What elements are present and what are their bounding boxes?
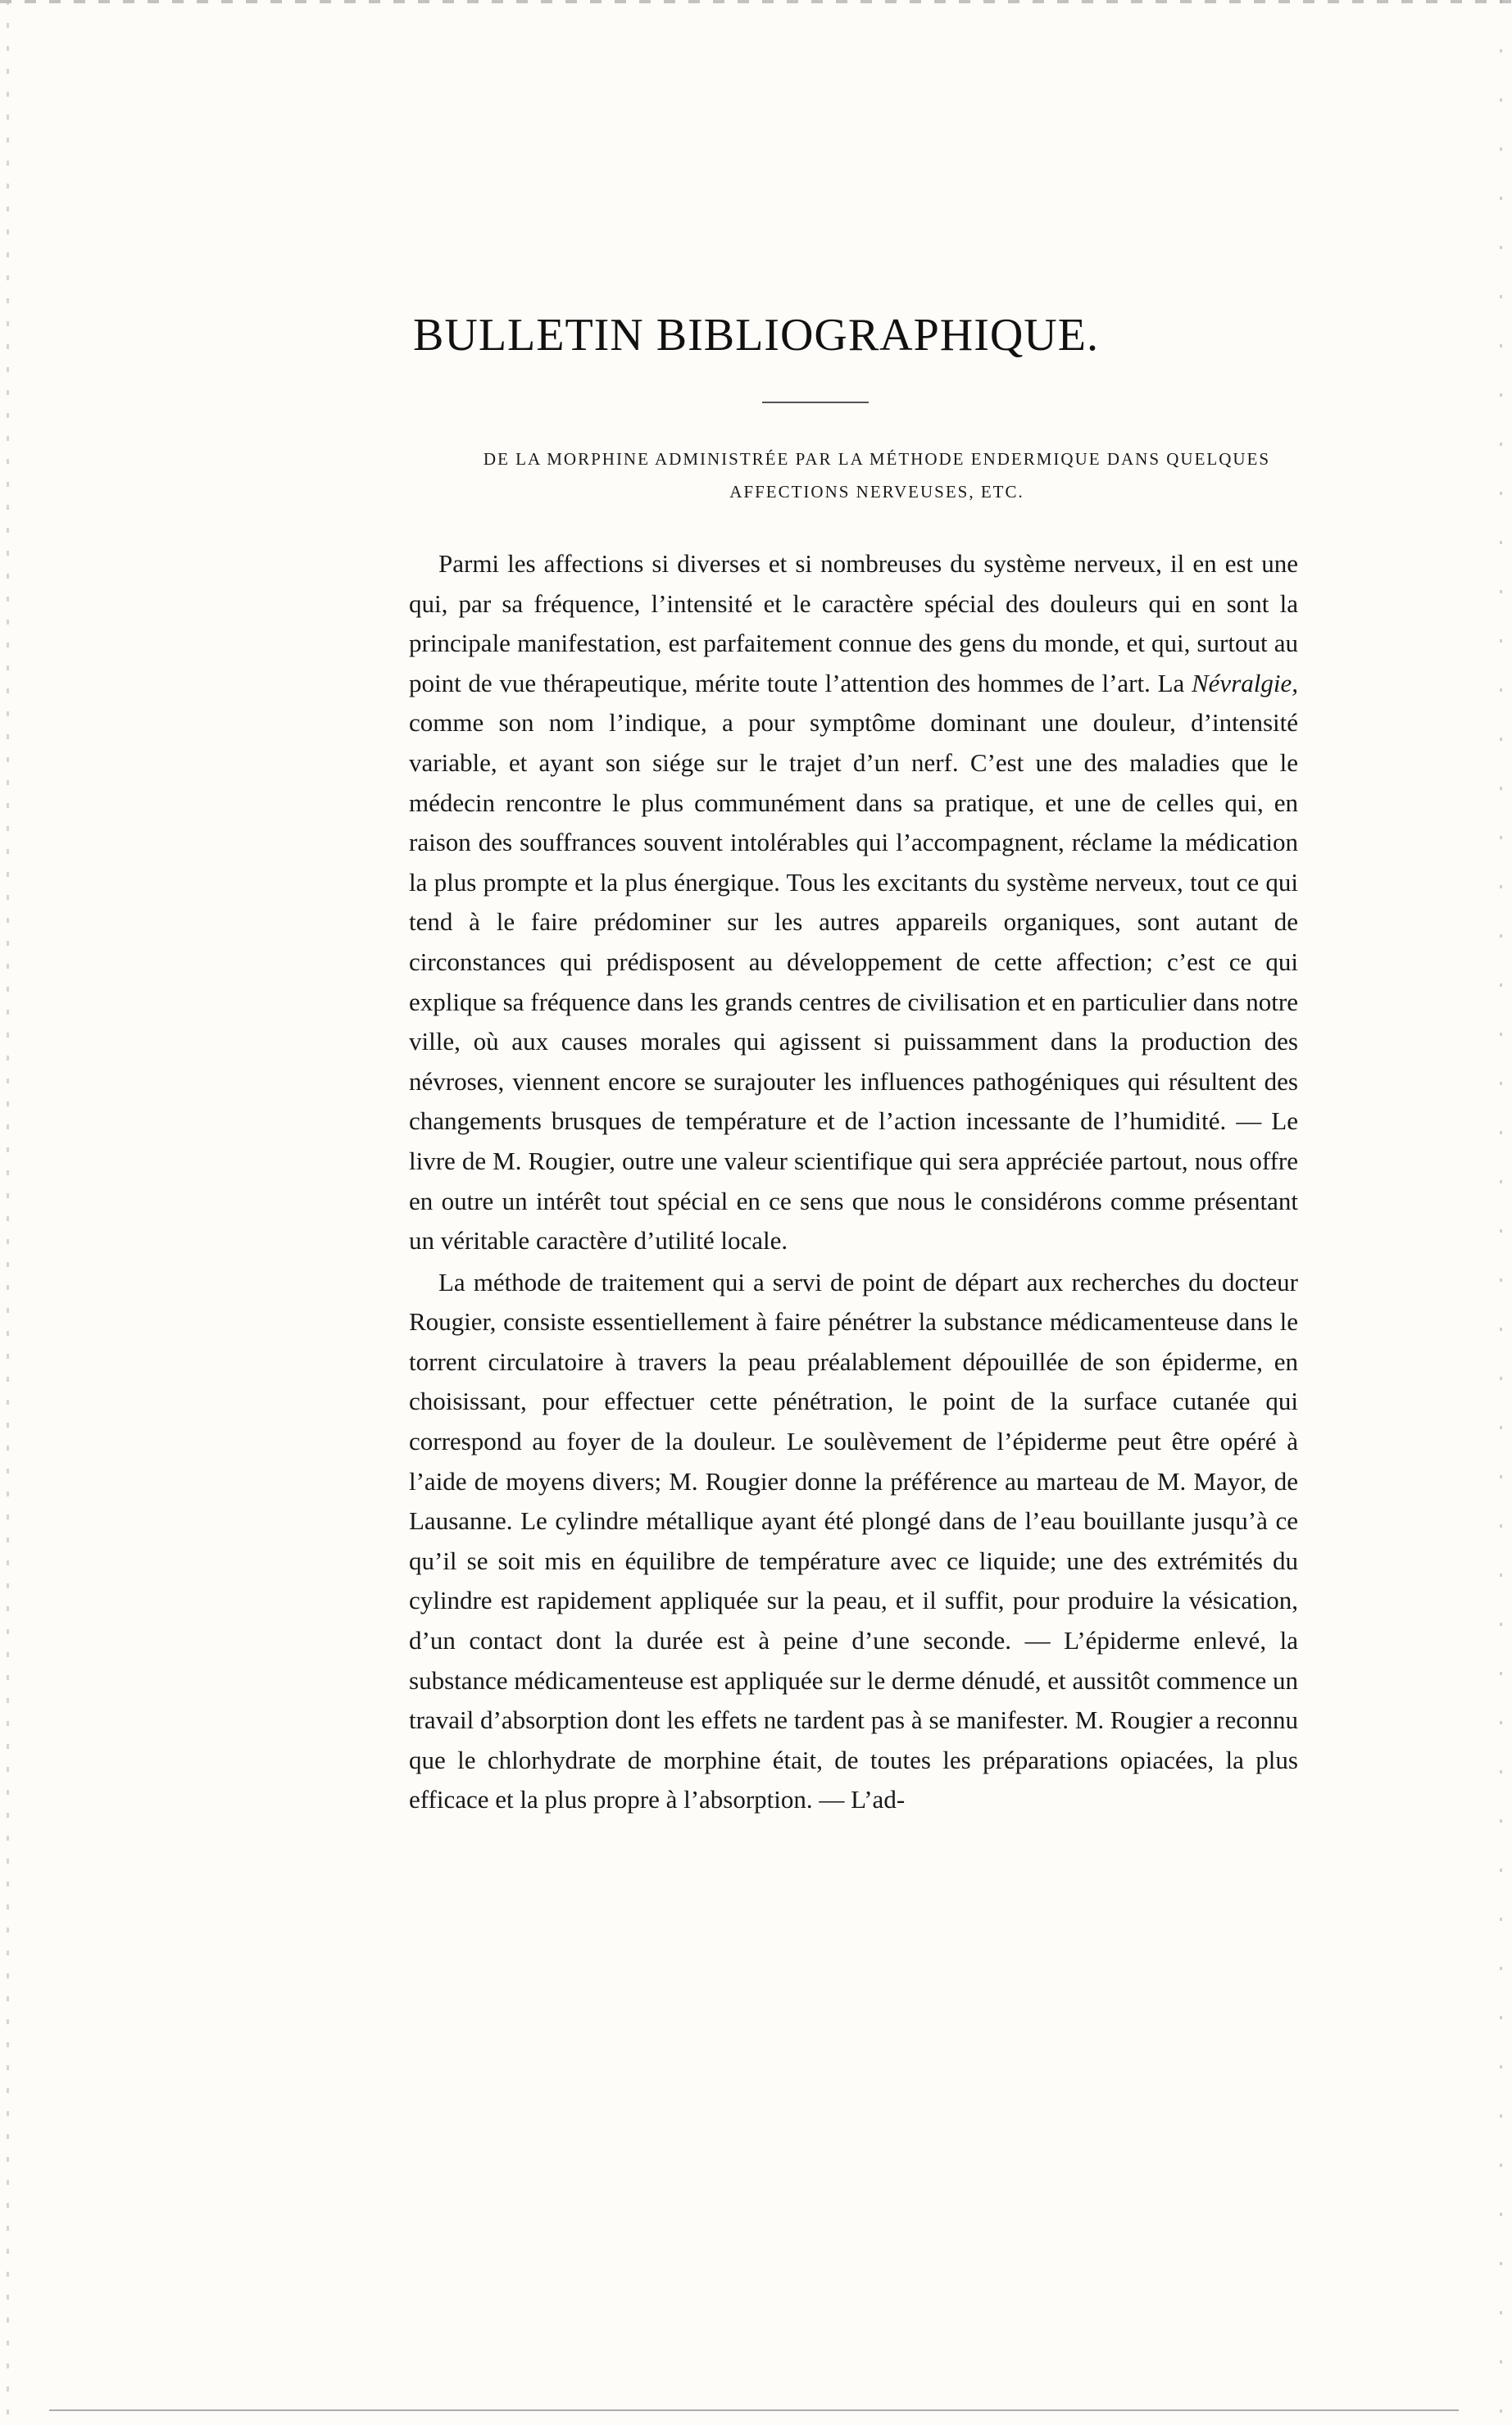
paragraph-2: La méthode de traitement qui a servi de point de départ aux recherches du docteur Rougier, consiste essentiellement à faire pénétrer la substance médicamenteuse dans le torrent circulatoire à travers la peau préalablement dépouillée de son épiderme, en choisissant, pour effectuer cette pénétration, le point de la surface cutanée qui correspond au foyer de la douleur. Le soulèvement de l’épiderme peut être opéré à l’aide de moyens divers; M. Rougier donne la préférence au marteau de M. Mayor, de Lausanne. Le cylindre métallique ayant été plongé dans de l’eau bouillante jusqu’à ce qu’il se soit mis en équilibre de température avec ce liquide; une des extrémités du cylindre est rapidement appliquée sur la peau, et il suffit, pour produire la vésication, d’un contact dont la durée est à peine d’une seconde. — L’épiderme enlevé, la substance médicamenteuse est appliquée sur le derme dénudé, et aussitôt commence un travail d’absorption dont les effets ne tardent pas à se manifester. M. Rougier a reconnu que le chlorhydrate de morphine était, de toutes les préparations opiacées, la plus efficace et la plus propre à l’absorption. — L’ad- <box>409 1267 1298 1814</box>
paragraph-1 <box>409 544 1298 1261</box>
page-title: BULLETIN BIBLIOGRAPHIQUE. <box>413 310 1099 361</box>
title-divider <box>762 402 869 403</box>
term-nevralgie: Névralgie, <box>1192 668 1298 697</box>
page-edge-bottom <box>49 2409 1459 2411</box>
page-edge-top <box>0 0 1512 3</box>
article-heading-line-2: AFFECTIONS NERVEUSES, ETC. <box>729 482 1024 502</box>
paragraph-1-text-a: Parmi les affections si diverses et si nombreuses du système nerveux, il en est une qui, par sa fréquence, l’intensité et le caractère spécial des douleurs qui en sont la principale manifestation, est parfaitement connue des gens du monde, et qui, surtout au point de vue thérapeutique, mérite toute l’attention des hommes de l’art. La <box>409 549 1298 697</box>
article-body <box>409 544 1298 1820</box>
paragraph-1-text-b: comme son nom l’indique, a pour symptôme dominant une douleur, d’intensité variable, et ayant son siége sur le trajet d’un nerf. C’est une des maladies que le médecin rencontre le plus communément dans sa pratique, et une de celles qui, en raison des souffrances souvent intolérables qui l’accompagnent, réclame la médication la plus prompte et la plus énergique. Tous les excitants du système nerveux, tout ce qui tend à le faire prédominer sur les autres appareils organiques, sont autant de circonstances qui prédisposent au développement de cette affection; c’est ce qui explique sa fréquence dans les grands centres de civilisation et en particulier dans notre ville, où aux causes morales qui agissent si puissamment dans la production des névroses, viennent encore se surajouter les influences pathogéniques qui résultent des changements brusques de température et de l’action incessante de l’humidité. — Le livre de M. Rougier, outre une valeur scientifique qui sera appréciée partout, nous offre en outre un intérêt tout spécial en ce sens que nous le considérons comme présentant un véritable caractère d’utilité locale. <box>409 708 1298 1256</box>
article-heading-line-1: DE LA MORPHINE ADMINISTRÉE PAR LA MÉTHODE ENDERMIQUE DANS QUELQUES <box>483 449 1271 469</box>
article-heading <box>426 443 1328 508</box>
